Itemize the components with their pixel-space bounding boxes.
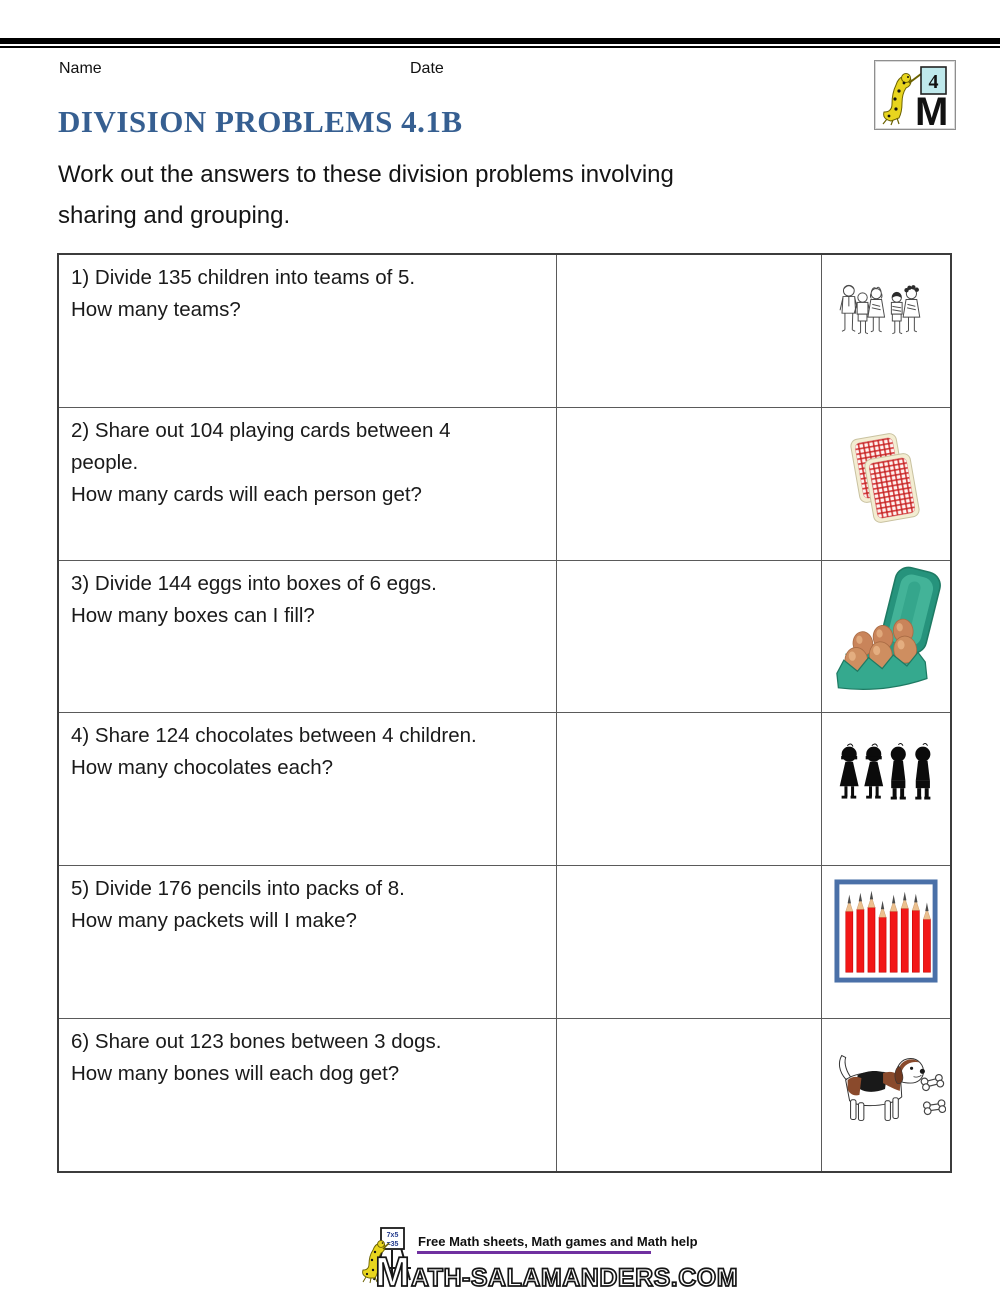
answer-cell-4 [557, 713, 822, 865]
name-label: Name [59, 60, 102, 77]
top-divider [0, 38, 1000, 48]
problem-1-question: How many teams? [71, 298, 241, 321]
problem-6-statement: 6) Share out 123 bones between 3 dogs. [71, 1030, 442, 1054]
date-label: Date [410, 60, 444, 77]
grade-badge [874, 60, 956, 130]
problem-cell-5 [59, 866, 557, 1018]
image-cell-2 [822, 408, 950, 560]
image-cell-3 [822, 561, 950, 713]
problem-4-question: How many chocolates each? [71, 756, 334, 780]
problem-1-statement: 1) Divide 135 children into teams of 5. [71, 266, 416, 289]
problem-cell-2 [59, 408, 557, 560]
problem-3-statement: 3) Divide 144 eggs into boxes of 6 eggs. [71, 571, 437, 595]
two-playing-cards-icon [847, 430, 925, 528]
egg-box-with-six-eggs-icon [828, 566, 944, 694]
answer-cell-5 [557, 866, 822, 1018]
problem-cell-4 [59, 713, 557, 865]
problem-cell-1 [59, 255, 557, 407]
five-children-sketch-icon [837, 277, 935, 365]
table-row-1 [59, 255, 950, 408]
salamander-grade-logo-icon [875, 61, 955, 129]
wordmark-m: M [375, 1248, 411, 1294]
instructions [58, 154, 818, 236]
table-row-5 [59, 866, 950, 1019]
problem-3-question: How many boxes can I fill? [71, 603, 315, 627]
table-row-4 [59, 713, 950, 866]
image-cell-4 [822, 713, 950, 865]
image-cell-1 [822, 255, 950, 407]
site-wordmark [375, 1248, 738, 1294]
problem-2-question: How many cards will each person get? [71, 482, 422, 506]
problem-4-statement: 4) Share 124 chocolates between 4 children. [71, 724, 477, 748]
four-children-silhouettes-icon [835, 743, 937, 805]
footer-tagline: Free Math sheets, Math games and Math help [418, 1234, 698, 1249]
table-row-3 [59, 561, 950, 714]
problem-cell-3 [59, 561, 557, 713]
problem-2-statement: 2) Share out 104 playing cards between 4 people. [71, 418, 451, 474]
badge-grade-number: 4 [928, 71, 939, 93]
problem-cell-6 [59, 1019, 557, 1171]
table-row-6 [59, 1019, 950, 1171]
dog-with-two-bones-icon [826, 1047, 946, 1127]
instructions-line-1: Work out the answers to these division problems involving [58, 161, 674, 188]
badge-m-letter: M [915, 90, 949, 129]
easel-board-line-2: =35 [386, 1241, 399, 1248]
answer-cell-6 [557, 1019, 822, 1171]
answer-cell-1 [557, 255, 822, 407]
problem-5-question: How many packets will I make? [71, 909, 357, 933]
image-cell-6 [822, 1019, 950, 1171]
table-row-2 [59, 408, 950, 561]
wordmark-rest: ATH-SALAMANDERS.COM [411, 1264, 739, 1292]
problem-6-question: How many bones will each dog get? [71, 1062, 400, 1086]
instructions-line-2: sharing and grouping. [58, 202, 291, 229]
pack-of-eight-red-pencils-icon [833, 878, 939, 984]
answer-cell-2 [557, 408, 822, 560]
image-cell-5 [822, 866, 950, 1018]
page-title: DIVISION PROBLEMS 4.1B [58, 104, 463, 139]
footer [0, 1222, 1000, 1292]
easel-board-line-1: 7x5 [386, 1232, 399, 1239]
answer-cell-3 [557, 561, 822, 713]
problem-5-statement: 5) Divide 176 pencils into packs of 8. [71, 877, 405, 901]
worksheet-table [57, 253, 952, 1173]
